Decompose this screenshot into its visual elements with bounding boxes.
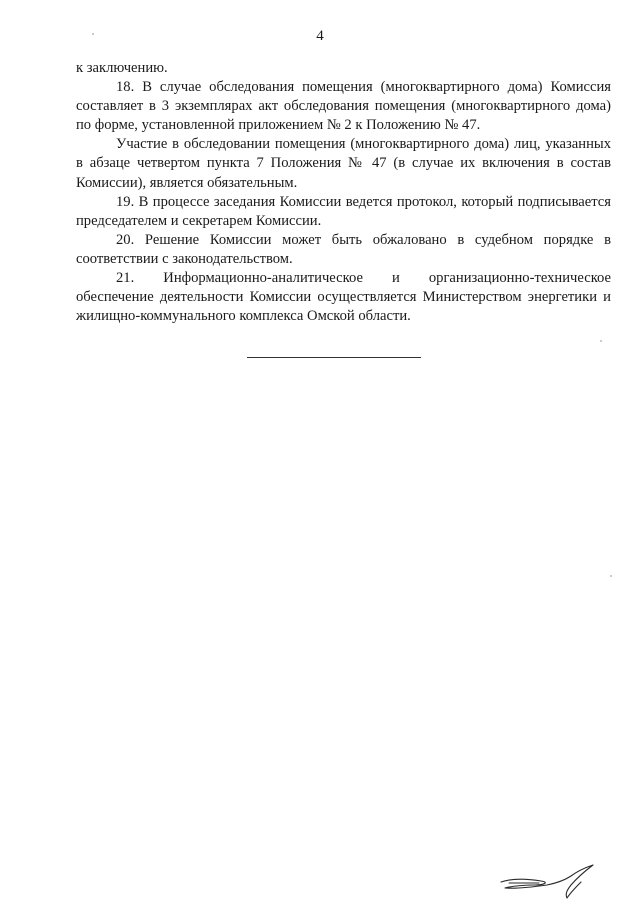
paragraph-clause-18: 18. В случае обследования помещения (многоквартирного дома) Комиссия составляет в 3 экземплярах акт обследования помещения (многоквартирного дома) по форме, установленной приложением № 2 к Положению № 47. bbox=[76, 79, 611, 134]
paragraph-clause-21: 21. Информационно-аналитическое и организационно-техническое обеспечение деятельности Комиссии осуществляется Министерством энергетики и жилищно-коммунального комплекса Омской области. bbox=[76, 270, 611, 325]
scan-speck bbox=[92, 33, 94, 35]
scan-speck bbox=[610, 575, 612, 577]
page-number: 4 bbox=[316, 28, 324, 44]
paragraph-continuation: к заключению. bbox=[76, 60, 168, 76]
document-body bbox=[76, 59, 611, 326]
paragraph-clause-19: 19. В процессе заседания Комиссии ведется протокол, который подписывается председателем и секретарем Комиссии. bbox=[76, 193, 611, 229]
signature-mark bbox=[495, 862, 605, 902]
scan-speck bbox=[600, 340, 602, 342]
end-of-text-rule bbox=[247, 357, 421, 358]
paragraph-clause-20: 20. Решение Комиссии может быть обжаловано в судебном порядке в соответствии с законодательством. bbox=[76, 231, 611, 267]
paragraph-participation: Участие в обследовании помещения (многоквартирного дома) лиц, указанных в абзаце четвертом пункта 7 Положения № 47 (в случае их включения в состав Комиссии), является обязательным. bbox=[76, 136, 611, 191]
